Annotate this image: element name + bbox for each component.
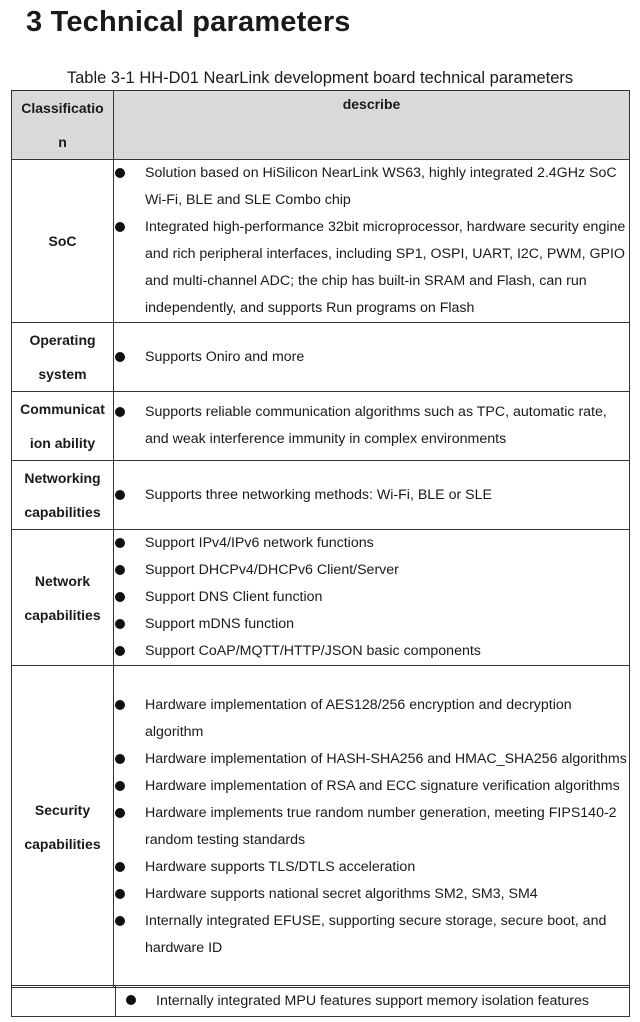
row-classification	[12, 666, 114, 988]
bullet-text: Integrated high-performance 32bit microprocessor, hardware security engine and rich peripheral interfaces, including SP1, OSPI, UART, I2C, PWM, GPIO and multi-channel ADC; the chip has built-in SRAM and Flash, can run independently, and supports Run programs on Flash	[145, 219, 626, 316]
header-classification-line1: Classificatio	[21, 100, 104, 116]
header-describe: describe	[114, 91, 630, 160]
bullet-text: Hardware implementation of RSA and ECC signature verification algorithms	[145, 777, 620, 794]
section-title: 3 Technical parameters	[26, 6, 351, 38]
bullet-item	[114, 773, 629, 800]
table-row	[12, 986, 630, 1017]
classification-line: capabilities	[24, 504, 101, 520]
classification-line: SoC	[48, 233, 77, 249]
bullet-icon	[126, 995, 136, 1005]
bullet-item	[114, 160, 629, 214]
table-row	[12, 461, 630, 530]
bullet-text: Hardware supports national secret algorithms SM2, SM3, SM4	[145, 885, 538, 902]
bullet-text: Supports three networking methods: Wi-Fi, BLE or SLE	[145, 486, 492, 503]
bullet-icon	[115, 889, 125, 899]
table-row	[12, 666, 630, 988]
header-classification	[12, 91, 114, 160]
classification-line: Communicat	[20, 401, 105, 417]
bullet-item	[114, 482, 629, 509]
bullet-icon	[115, 538, 125, 548]
table-row	[12, 392, 630, 461]
continuation-table	[11, 985, 630, 1017]
bullet-icon	[115, 490, 125, 500]
bullet-list	[114, 160, 629, 322]
row-classification	[12, 392, 114, 461]
bullet-item	[114, 557, 629, 584]
bullet-text: Internally integrated MPU features support memory isolation features	[156, 993, 589, 1009]
bullet-text: Hardware supports TLS/DTLS acceleration	[145, 858, 416, 875]
classification-line: capabilities	[24, 606, 101, 623]
bullet-item	[114, 800, 629, 854]
row-classification	[12, 323, 114, 392]
bullet-icon	[115, 700, 125, 710]
table-row	[12, 323, 630, 392]
row-describe	[116, 986, 630, 1017]
row-describe	[114, 461, 630, 530]
classification-line: Network	[34, 572, 91, 589]
bullet-text: Support mDNS function	[145, 616, 295, 632]
bullet-text: Support DHCPv4/DHCPv6 Client/Server	[145, 562, 399, 578]
bullet-list	[114, 344, 629, 371]
table-row	[12, 530, 630, 666]
bullet-icon	[115, 916, 125, 926]
row-classification	[12, 461, 114, 530]
bullet-icon	[115, 646, 125, 656]
bullet-item	[114, 881, 629, 908]
bullet-text: Hardware implementation of HASH-SHA256 and HMAC_SHA256 algorithms	[145, 750, 627, 767]
row-classification	[12, 160, 114, 323]
bullet-list	[125, 987, 623, 1015]
table-header-row	[12, 91, 630, 160]
classification-line: Networking	[24, 470, 101, 486]
bullet-item	[114, 584, 629, 611]
bullet-icon	[115, 862, 125, 872]
bullet-text: Support CoAP/MQTT/HTTP/JSON basic components	[145, 643, 481, 659]
bullet-text: Support IPv4/IPv6 network functions	[145, 535, 374, 551]
bullet-item	[114, 908, 629, 962]
bullet-icon	[115, 592, 125, 602]
bullet-text: Support DNS Client function	[145, 589, 323, 605]
bullet-item	[125, 987, 623, 1015]
classification-line: Operating	[29, 332, 96, 348]
bullet-text: Hardware implementation of AES128/256 encryption and decryption algorithm	[145, 696, 572, 740]
classification-line: capabilities	[24, 835, 101, 852]
row-classification	[12, 986, 116, 1017]
row-describe	[114, 666, 630, 988]
bullet-icon	[115, 619, 125, 629]
table-row	[12, 160, 630, 323]
bullet-icon	[115, 754, 125, 764]
bullet-icon	[115, 352, 125, 362]
bullet-list	[114, 399, 629, 453]
bullet-text: Hardware implements true random number generation, meeting FIPS140-2 random testing standards	[145, 804, 617, 848]
row-classification	[12, 530, 114, 666]
bullet-text: Solution based on HiSilicon NearLink WS63, highly integrated 2.4GHz SoC Wi-Fi, BLE and SLE Combo chip	[145, 165, 617, 208]
bullet-item	[114, 530, 629, 557]
header-classification-line2: n	[58, 134, 67, 150]
bullet-item	[114, 746, 629, 773]
bullet-item	[114, 692, 629, 746]
table-caption: Table 3-1 HH-D01 NearLink development board technical parameters	[66, 69, 574, 87]
bullet-icon	[115, 781, 125, 791]
row-describe	[114, 323, 630, 392]
bullet-icon	[115, 565, 125, 575]
bullet-icon	[115, 407, 125, 417]
classification-line: Security	[34, 801, 91, 818]
row-describe	[114, 392, 630, 461]
classification-line: ion ability	[29, 435, 96, 451]
bullet-item	[114, 399, 629, 453]
parameters-table	[11, 90, 630, 988]
bullet-item	[114, 344, 629, 371]
bullet-icon	[115, 168, 125, 178]
bullet-list	[114, 530, 629, 665]
bullet-item	[114, 611, 629, 638]
bullet-text: Supports reliable communication algorithms such as TPC, automatic rate, and weak interference immunity in complex environments	[145, 404, 607, 447]
bullet-icon	[115, 222, 125, 232]
bullet-list	[114, 692, 629, 962]
row-describe	[114, 530, 630, 666]
bullet-item	[114, 638, 629, 665]
row-describe	[114, 160, 630, 323]
bullet-item	[114, 214, 629, 322]
bullet-text: Supports Oniro and more	[145, 348, 305, 365]
bullet-item	[114, 854, 629, 881]
bullet-icon	[115, 808, 125, 818]
classification-line: system	[38, 366, 87, 382]
bullet-text: Internally integrated EFUSE, supporting secure storage, secure boot, and hardware ID	[145, 912, 607, 956]
bullet-list	[114, 482, 629, 509]
